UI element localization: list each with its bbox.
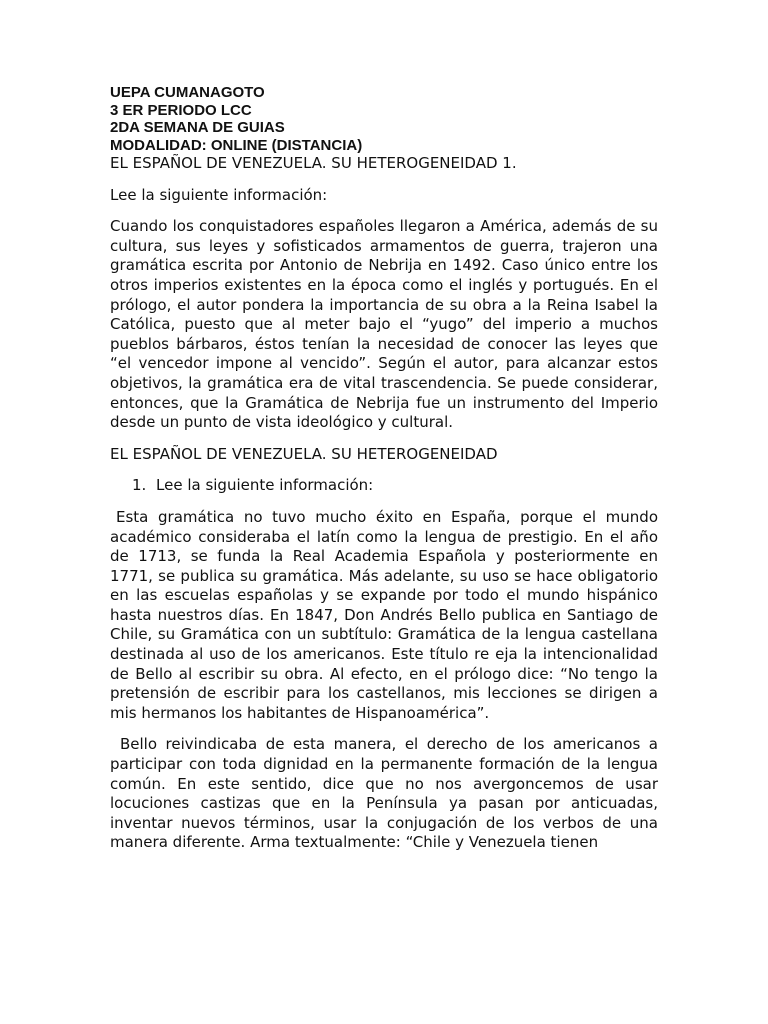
instruction-text: Lee la siguiente información: [110, 185, 328, 204]
document-header [110, 84, 658, 154]
list-item [110, 476, 658, 496]
section-title: EL ESPAÑOL DE VENEZUELA. SU HETEROGENEIDAD 1. [110, 154, 517, 172]
section-title: EL ESPAÑOL DE VENEZUELA. SU HETEROGENEIDAD [110, 444, 498, 463]
body-paragraph: Bello reivindicaba de esta manera, el derecho de los americanos a participar con toda dignidad en la permanente formación de la lengua común. En este sentido, dice que no nos avergoncemos de usar locuciones castizas que en la Península ya pasan por anticuadas, inventar nuevos términos, usar la conjugación de los verbos de una manera diferente. Arma textualmente: “Chile y Venezuela tienen [110, 735, 658, 852]
period-line: 3 ER PERIODO LCC [110, 101, 252, 119]
list-number: 1. [132, 476, 147, 495]
body-paragraph: Cuando los conquistadores españoles llegaron a América, además de su cultura, sus leyes y sofisticados armamentos de guerra, trajeron una gramática escrita por Antonio de Nebrija en 1492. Caso único entre los otros imperios existentes en la época como el inglés y portugués. En el prólogo, el autor pondera la importancia de su obra a la Reina Isabel la Católica, puesto que al meter bajo el “yugo” del imperio a muchos pueblos bárbaros, éstos tenían la necesidad de conocer las leyes que “el vencedor impone al vencido”. Según el autor, para alcanzar estos objetivos, la gramática era de vital trascendencia. Se puede considerar, entonces, que la Gramática de Nebrija fue un instrumento del Imperio desde un punto de vista ideológico y cultural. [110, 217, 658, 432]
body-paragraph: Esta gramática no tuvo mucho éxito en España, porque el mundo académico consideraba el latín como la lengua de prestigio. En el año de 1713, se funda la Real Academia Española y posteriormente en 1771, se publica su gramática. Más adelante, su uso se hace obligatorio en las escuelas españolas y se expande por todo el mundo hispánico hasta nuestros días. En 1847, Don Andrés Bello publica en Santiago de Chile, su Gramática con un subtítulo: Gramática de la lengua castellana destinada al uso de los americanos. Este título re eja la intencionalidad de Bello al escribir su obra. Al efecto, en el prólogo dice: “No tengo la pretensión de escribir para los castellanos, mis lecciones se dirigen a mis hermanos los habitantes de Hispanoamérica”. [110, 507, 658, 722]
document-page [110, 84, 658, 853]
school-name: UEPA CUMANAGOTO [110, 84, 265, 101]
week-line: 2DA SEMANA DE GUIAS [110, 119, 285, 136]
modality-line: MODALIDAD: ONLINE (DISTANCIA) [110, 136, 363, 154]
instruction-text: Lee la siguiente información: [156, 476, 374, 495]
